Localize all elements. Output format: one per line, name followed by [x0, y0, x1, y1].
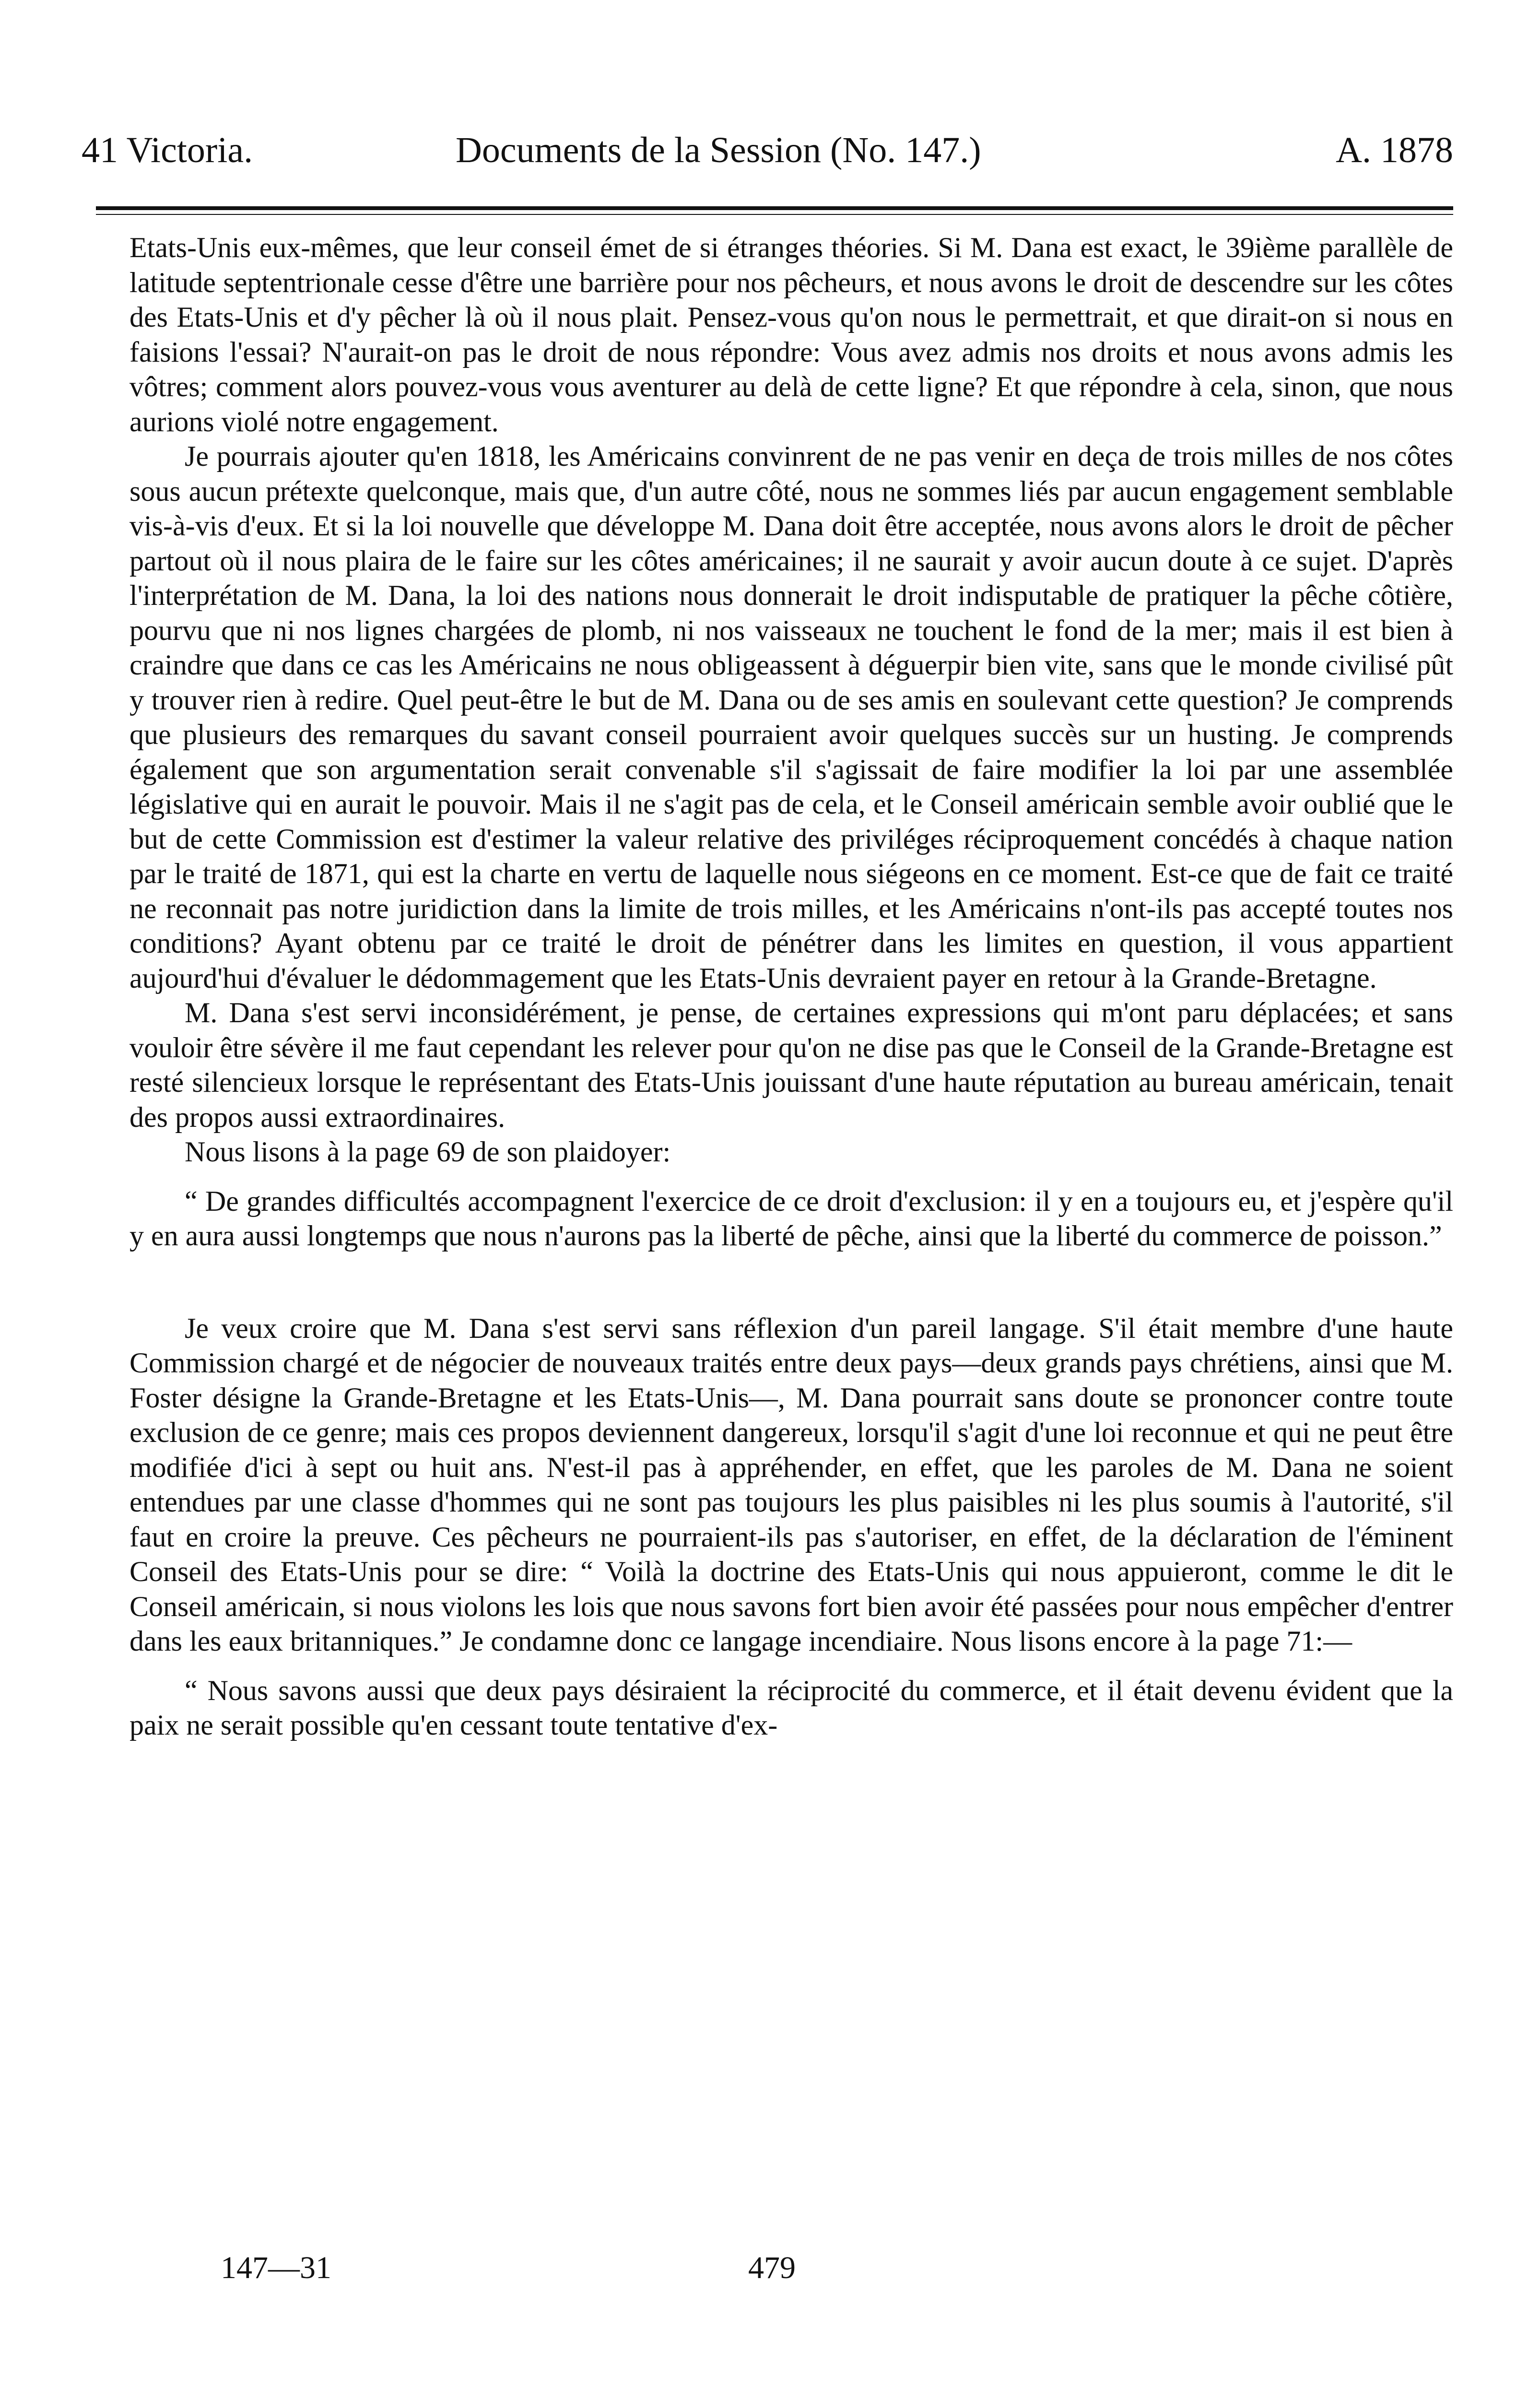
body-text [129, 230, 1453, 1743]
header-rule [96, 206, 1453, 210]
header-left: 41 Victoria. [82, 130, 253, 170]
paragraph-2: Je pourrais ajouter qu'en 1818, les Américains convinrent de ne pas venir en deça de trois milles de nos côtes sous aucun prétexte quelconque, mais que, d'un autre côté, nous ne sommes liés par aucun engagement semblable vis-à-vis d'eux. Et si la loi nouvelle que développe M. Dana doit être acceptée, nous avons alors le droit de pêcher partout où il nous plaira de le faire sur les côtes américaines; il ne saurait y avoir aucun doute à ce sujet. D'après l'interprétation de M. Dana, la loi des nations nous donnerait le droit indisputable de pratiquer la pêche côtière, pourvu que ni nos lignes chargées de plomb, ni nos vaisseaux ne touchent le fond de la mer; mais il est bien à craindre que dans ce cas les Américains ne nous obligeassent à déguerpir bien vite, sans que le monde civilisé pût y trouver rien à redire. Quel peut-être le but de M. Dana ou de ses amis en soulevant cette question? Je comprends que plusieurs des remarques du savant conseil pourraient avoir quelques succès sur un husting. Je comprends également que son argumentation serait convenable s'il s'agissait de faire modifier la loi par une assemblée législative qui en aurait le pouvoir. Mais il ne s'agit pas de cela, et le Conseil américain semble avoir oublié que le but de cette Commission est d'estimer la valeur relative des priviléges réciproquement concédés à chaque nation par le traité de 1871, qui est la charte en vertu de laquelle nous siégeons en ce moment. Est-ce que de fait ce traité ne reconnait pas notre juridiction dans la limite de trois milles, et les Américains n'ont-ils pas accepté toutes nos conditions? Ayant obtenu par ce traité le droit de pénétrer dans les limites en question, il vous appartient aujourd'hui d'évaluer le dédommagement que les Etats-Unis devraient payer en retour à la Grande-Bretagne. [129, 440, 1453, 994]
paragraph-4: Nous lisons à la page 69 de son plaidoyer: [185, 1136, 671, 1168]
header-right: A. 1878 [1336, 130, 1453, 170]
paragraph-3: M. Dana s'est servi inconsidérément, je pense, de certaines expressions qui m'ont paru déplacées; et sans vouloir être sévère il me faut cependant les relever pour qu'on ne dise pas que le Conseil de la Grande-Bretagne est resté silencieux lorsque le représentant des Etats-Unis jouissant d'une haute réputation au bureau américain, tenait des propos aussi extraordinaires. [129, 997, 1453, 1133]
quote-1: “ De grandes difficultés accompagnent l'exercice de ce droit d'exclusion: il y en a toujours eu, et j'espère qu'il y en aura aussi longtemps que nous n'aurons pas la liberté de pêche, ainsi que la liberté du commerce de poisson.” [129, 1185, 1453, 1252]
quote-2: “ Nous savons aussi que deux pays désiraient la réciprocité du commerce, et il était devenu évident que la paix ne serait possible qu'en cessant toute tentative d'ex- [129, 1674, 1453, 1741]
header-center: Documents de la Session (No. 147.) [456, 130, 981, 170]
paragraph-5: Je veux croire que M. Dana s'est servi sans réflexion d'un pareil langage. S'il était membre d'une haute Commission chargé et de négocier de nouveaux traités entre deux pays—deux grands pays chrétiens, ainsi que M. Foster désigne la Grande-Bretagne et les Etats-Unis—, M. Dana pourrait sans doute se prononcer contre toute exclusion de ce genre; mais ces propos deviennent dangereux, lorsqu'il s'agit d'une loi reconnue et qui ne peut être modifiée d'ici à sept ou huit ans. N'est-il pas à appréhender, en effet, que les paroles de M. Dana ne soient entendues par une classe d'hommes qui ne sont pas toujours les plus paisibles ni les plus soumis à l'autorité, s'il faut en croire la preuve. Ces pêcheurs ne pourraient-ils pas s'autoriser, en effet, de la déclaration de l'éminent Conseil des Etats-Unis pour se dire: “ Voilà la doctrine des Etats-Unis qui nous appuieront, comme le dit le Conseil américain, si nous violons les lois que nous savons fort bien avoir été passées pour nous empêcher d'entrer dans les eaux britanniques.” Je condamne donc ce langage incendiaire. Nous lisons encore à la page 71:— [129, 1312, 1453, 1657]
paragraph-1: Etats-Unis eux-mêmes, que leur conseil émet de si étranges théories. Si M. Dana est exact, le 39ième parallèle de latitude septentrionale cesse d'être une barrière pour nos pêcheurs, et nous avons le droit de descendre sur les côtes des Etats-Unis et d'y pêcher là où il nous plait. Pensez-vous qu'on nous le permettrait, et que dirait-on si nous en faisions l'essai? N'aurait-on pas le droit de nous répondre: Vous avez admis nos droits et nous avons admis les vôtres; comment alors pouvez-vous vous aventurer au delà de cette ligne? Et que répondre à cela, sinon, que nous aurions violé notre engagement. [129, 232, 1453, 437]
page-footer [221, 2250, 1228, 2293]
running-head [82, 130, 1453, 182]
footer-doc-number: 147—31 [221, 2250, 331, 2285]
header-rule-thin [96, 214, 1453, 215]
page-number: 479 [748, 2250, 796, 2285]
